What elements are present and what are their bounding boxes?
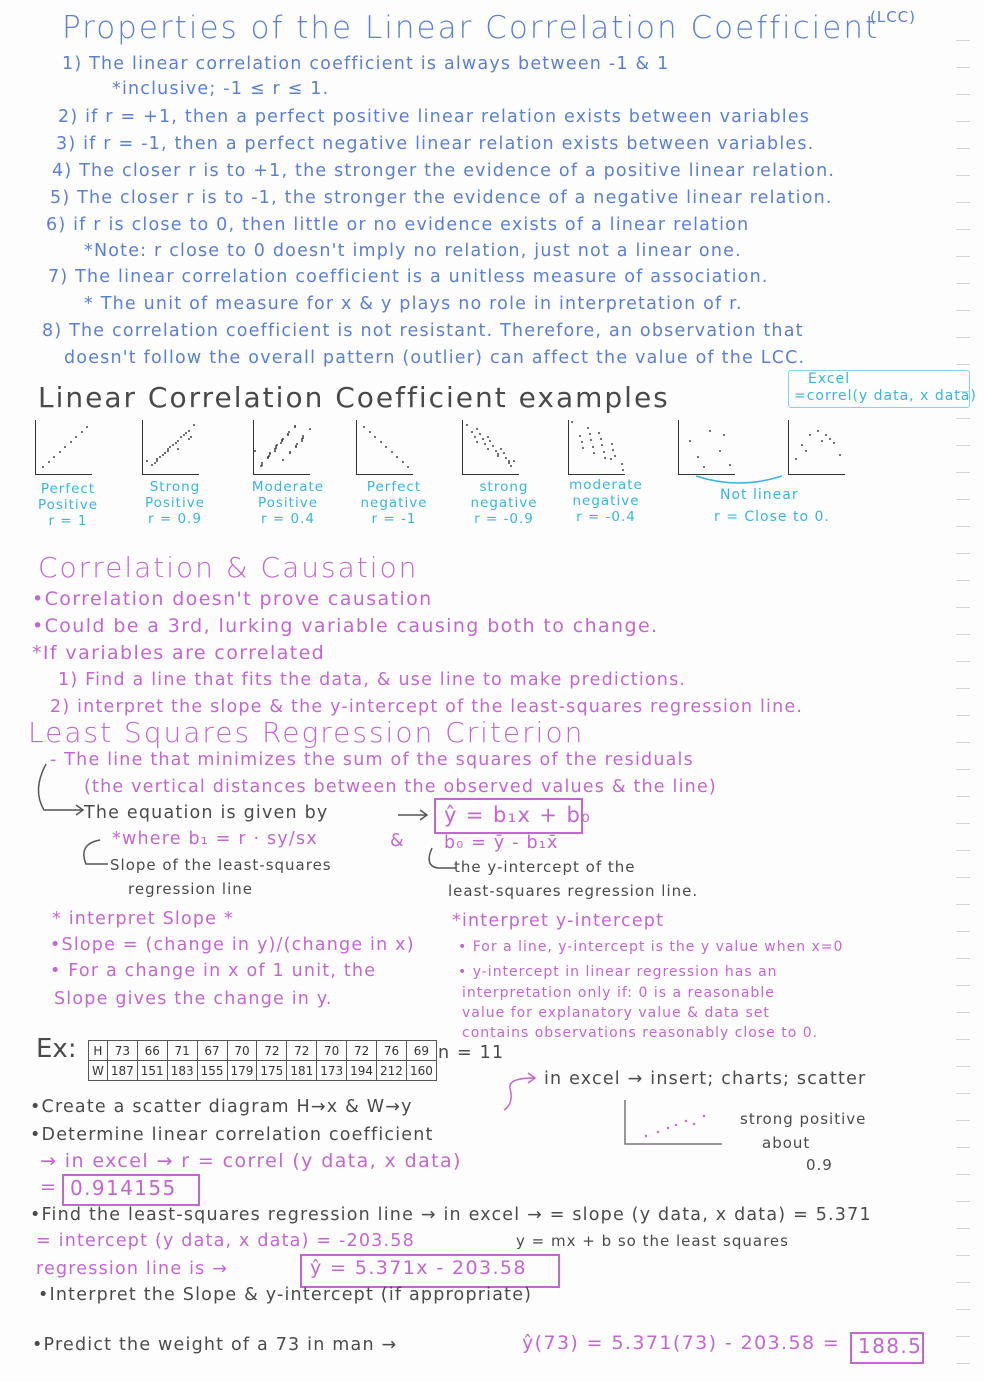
prediction-equation: ŷ(73) = 5.371(73) - 203.58 = xyxy=(522,1332,841,1354)
lsr-equation-arrow xyxy=(396,808,432,822)
interpret-intercept-2: • y-intercept in linear regression has an xyxy=(458,964,778,980)
step-equals: = xyxy=(40,1176,58,1198)
plot-dot xyxy=(294,426,296,428)
property-2: 2) if r = +1, then a perfect positive linear relation exists between variables xyxy=(58,107,811,127)
causation-heading: Correlation & Causation xyxy=(38,551,419,584)
plot-dot xyxy=(579,435,581,437)
ex-label: Ex: xyxy=(36,1034,77,1064)
plot-dot xyxy=(505,457,507,459)
step-predict: •Predict the weight of a 73 in man → xyxy=(32,1335,398,1355)
examples-heading: Linear Correlation Coefficient examples xyxy=(38,381,670,414)
step-find-line: •Find the least-squares regression line → in excel → = slope (y data, x data) = 5.371 xyxy=(30,1205,872,1225)
plot-dot xyxy=(487,448,489,450)
plot-dot xyxy=(476,428,478,430)
example-label-6: moderate xyxy=(569,477,643,493)
table-cell: 151 xyxy=(137,1061,167,1081)
table-row xyxy=(89,1061,437,1081)
margin-dash xyxy=(956,1255,970,1256)
plot-dot xyxy=(479,433,481,435)
table-cell: 173 xyxy=(317,1061,347,1081)
plot-dot xyxy=(146,460,148,462)
plot-dot xyxy=(396,456,398,458)
plot-dot xyxy=(363,426,365,428)
plot-dot xyxy=(151,464,153,466)
plot-perfect-negative xyxy=(356,420,413,475)
margin-dash xyxy=(956,1120,970,1121)
plot-dot xyxy=(833,442,835,444)
example-caption-3 xyxy=(238,480,338,528)
table-cell: 175 xyxy=(257,1061,287,1081)
step-scatter: •Create a scatter diagram H→x & W→y xyxy=(30,1097,413,1117)
plot-dot xyxy=(600,438,602,440)
table-cell: 66 xyxy=(137,1041,167,1061)
plot-dot xyxy=(175,442,177,444)
plot-dot xyxy=(829,438,831,440)
plot-dot xyxy=(489,440,491,442)
causation-line-5: 2) interpret the slope & the y-intercept of the least-squares regression line. xyxy=(50,697,804,717)
plot-dot xyxy=(611,443,613,445)
plot-dot xyxy=(497,455,499,457)
page-title: Properties of the Linear Correlation Coefficient xyxy=(62,10,880,46)
margin-dash xyxy=(956,445,970,446)
step-determine: •Determine linear correlation coefficient xyxy=(30,1125,434,1145)
margin-dash xyxy=(956,499,970,500)
plot-dot xyxy=(610,458,612,460)
example-label2-6: negative xyxy=(572,492,640,509)
margin-dash xyxy=(956,634,970,635)
margin-dash xyxy=(956,1363,970,1364)
causation-line-3: *If variables are correlated xyxy=(32,642,326,664)
example-value-5: r = -0.9 xyxy=(474,510,534,527)
interpret-slope-3: Slope gives the change in y. xyxy=(54,989,333,1009)
property-1-note: *inclusive; -1 ≤ r ≤ 1. xyxy=(112,79,330,99)
property-6: 6) if r is close to 0, then little or no evidence exists of a linear relation xyxy=(46,215,750,235)
margin-dash xyxy=(956,1309,970,1310)
example-label2-2: Positive xyxy=(144,494,206,511)
plot-dot xyxy=(482,438,484,440)
plot-dot xyxy=(492,445,494,447)
plot-dot xyxy=(581,441,583,443)
plot-dot xyxy=(503,452,505,454)
example-caption-5 xyxy=(456,480,552,528)
margin-dash xyxy=(956,310,970,311)
table-cell: 72 xyxy=(347,1041,377,1061)
not-linear-brace xyxy=(694,474,784,488)
table-cell: 160 xyxy=(406,1061,436,1081)
table-cell: 187 xyxy=(107,1061,137,1081)
margin-dash xyxy=(956,94,970,95)
margin-dash xyxy=(956,688,970,689)
example-value-2: r = 0.9 xyxy=(148,510,202,527)
plot-dot xyxy=(689,440,691,442)
margin-dash xyxy=(956,418,970,419)
margin-dash xyxy=(956,958,970,959)
table-cell: 70 xyxy=(317,1041,347,1061)
plot-dot xyxy=(582,447,584,449)
plot-dot xyxy=(48,461,50,463)
plot-dot xyxy=(59,451,61,453)
plot-dot xyxy=(839,454,841,456)
plot-perfect-positive xyxy=(35,420,92,475)
interpret-intercept-3: interpretation only if: 0 is a reasonable xyxy=(462,985,775,1001)
plot-dot xyxy=(614,455,616,457)
step-regression-line-label: regression line is → xyxy=(36,1259,229,1279)
example-caption-4 xyxy=(348,480,440,528)
plot-moderate-positive xyxy=(253,420,310,475)
plot-dot xyxy=(592,446,594,448)
plot-dot xyxy=(809,434,811,436)
causation-line-2: •Could be a 3rd, lurking variable causing both to change. xyxy=(32,615,659,637)
lsr-line-1: - The line that minimizes the sum of the squares of the residuals xyxy=(50,750,694,770)
table-cell: 69 xyxy=(406,1041,436,1061)
plot-dot xyxy=(282,459,284,461)
margin-dash xyxy=(956,1336,970,1337)
plot-dot xyxy=(471,431,473,433)
lsr-heading: Least Squares Regression Criterion xyxy=(28,716,585,749)
prediction-result: 188.5 xyxy=(858,1334,923,1358)
plot-dot xyxy=(709,430,711,432)
table-row-header: H xyxy=(89,1041,108,1061)
margin-dash xyxy=(956,850,970,851)
step-interpret: •Interpret the Slope & y-intercept (if appropriate) xyxy=(38,1285,533,1305)
intercept-note-2: least-squares regression line. xyxy=(448,882,699,900)
example-label-2: Strong xyxy=(149,479,201,495)
plot-dot xyxy=(188,430,190,432)
table-row-header: W xyxy=(89,1061,108,1081)
scatter-note-arrow xyxy=(500,1074,540,1114)
margin-dash xyxy=(956,67,970,68)
plot-dot xyxy=(603,451,605,453)
margin-dash xyxy=(956,1093,970,1094)
plot-dot xyxy=(162,454,164,456)
plot-dot xyxy=(601,444,603,446)
plot-dot xyxy=(697,456,699,458)
margin-dash xyxy=(956,742,970,743)
plot-dot xyxy=(159,456,161,458)
property-5: 5) The closer r is to -1, the stronger the evidence of a negative linear relation. xyxy=(50,188,833,208)
plot-dot xyxy=(621,463,623,465)
example-caption-1 xyxy=(28,482,108,530)
regression-line-result: ŷ = 5.371x - 203.58 xyxy=(310,1257,527,1279)
margin-dash xyxy=(956,715,970,716)
slope-note-1: Slope of the least-squares xyxy=(110,856,332,874)
table-cell: 183 xyxy=(167,1061,197,1081)
margin-dash xyxy=(956,1066,970,1067)
title-abbrev: (LCC) xyxy=(870,8,917,26)
plot-dot xyxy=(703,466,705,468)
plot-not-linear-1 xyxy=(678,420,735,475)
plot-dot xyxy=(589,433,591,435)
example-label2-4: negative xyxy=(360,494,428,511)
step-intercept: = intercept (y data, x data) = -203.58 xyxy=(36,1231,415,1251)
margin-dash xyxy=(956,526,970,527)
lsr-line-2: (the vertical distances between the observed values & the line) xyxy=(84,777,717,797)
scatter-note-excel: in excel → insert; charts; scatter xyxy=(544,1069,867,1089)
plot-dot xyxy=(369,431,371,433)
table-cell: 70 xyxy=(227,1041,257,1061)
slope-formula: *where b₁ = r · sy/sx xyxy=(112,829,318,849)
margin-dash xyxy=(956,661,970,662)
plot-dot xyxy=(805,450,807,452)
lsr-arrow xyxy=(30,760,90,822)
plot-dot xyxy=(385,446,387,448)
scatter-note-about: about xyxy=(762,1134,811,1152)
margin-dash xyxy=(956,769,970,770)
table-cell: 155 xyxy=(197,1061,227,1081)
plot-dot xyxy=(513,460,515,462)
table-cell: 194 xyxy=(347,1061,377,1081)
margin-dash xyxy=(956,364,970,365)
slope-note-2: regression line xyxy=(128,880,253,898)
example-value-6: r = -0.4 xyxy=(576,508,636,525)
plot-dot xyxy=(287,434,289,436)
margin-dash xyxy=(956,1201,970,1202)
margin-dash xyxy=(956,1174,970,1175)
example-label2-1: Positive xyxy=(37,496,99,513)
plot-dot xyxy=(188,438,190,440)
property-3: 3) if r = -1, then a perfect negative linear relation exists between variables. xyxy=(56,134,815,154)
plot-dot xyxy=(289,452,291,454)
margin-dash xyxy=(956,148,970,149)
plot-dot xyxy=(587,427,589,429)
plot-dot xyxy=(164,452,166,454)
plot-dot xyxy=(487,436,489,438)
plot-dot xyxy=(81,431,83,433)
interpret-slope-2: • For a change in x of 1 unit, the xyxy=(50,961,377,981)
margin-dash xyxy=(956,607,970,608)
lsr-equation-intro: The equation is given by xyxy=(84,803,329,823)
regression-equation: ŷ = b₁x + b₀ xyxy=(444,803,592,827)
plot-dot xyxy=(64,446,66,448)
plot-dot xyxy=(571,421,573,423)
plot-dot xyxy=(172,444,174,446)
plot-dot xyxy=(500,448,502,450)
plot-dot xyxy=(374,436,376,438)
plot-dot xyxy=(154,462,156,464)
interpret-intercept-heading: *interpret y-intercept xyxy=(452,911,665,931)
example-label-3: Moderate xyxy=(251,479,325,495)
interpret-intercept-5: contains observations reasonably close to 0. xyxy=(462,1025,819,1041)
plot-dot xyxy=(274,450,276,452)
table-cell: 67 xyxy=(197,1041,227,1061)
example-label-4: Perfect xyxy=(366,479,422,495)
plot-dot xyxy=(801,444,803,446)
property-8-cont: doesn't follow the overall pattern (outlier) can affect the value of the LCC. xyxy=(64,348,806,368)
plot-dot xyxy=(510,465,512,467)
plot-dot xyxy=(495,450,497,452)
plot-dot xyxy=(719,450,721,452)
margin-dash xyxy=(956,229,970,230)
plot-dot xyxy=(407,466,409,468)
intercept-formula: b₀ = ȳ - b₁x̄ xyxy=(444,833,559,853)
plot-dot xyxy=(75,436,77,438)
plot-dot xyxy=(190,436,192,438)
excel-note-formula: =correl(y data, x data) xyxy=(794,388,977,404)
margin-dash xyxy=(956,580,970,581)
table-cell: 72 xyxy=(257,1041,287,1061)
margin-dash xyxy=(956,40,970,41)
plot-dot xyxy=(590,439,592,441)
example-label-5: strong xyxy=(479,479,529,495)
plot-dot xyxy=(169,446,171,448)
margin-dash xyxy=(956,1147,970,1148)
plot-dot xyxy=(598,432,600,434)
plot-not-linear-2 xyxy=(788,420,845,475)
property-1: 1) The linear correlation coefficient is always between -1 & 1 xyxy=(62,54,670,74)
r-value: 0.914155 xyxy=(70,1176,177,1200)
plot-dot xyxy=(183,434,185,436)
margin-dash xyxy=(956,472,970,473)
slope-note-arrow xyxy=(76,838,112,872)
plot-dot xyxy=(177,440,179,442)
property-4: 4) The closer r is to +1, the stronger the evidence of a positive linear relation. xyxy=(52,161,836,181)
plot-dot xyxy=(484,443,486,445)
interpret-slope-heading: * interpret Slope * xyxy=(52,909,234,929)
plot-dot xyxy=(156,460,158,462)
plot-dot xyxy=(254,450,256,452)
plot-strong-positive xyxy=(142,420,199,475)
plot-dot xyxy=(474,436,476,438)
plot-dot xyxy=(53,456,55,458)
plot-dot xyxy=(466,424,468,426)
not-linear-label: Not linear xyxy=(720,487,799,503)
property-8: 8) The correlation coefficient is not resistant. Therefore, an observation that xyxy=(42,321,804,341)
table-row xyxy=(89,1041,437,1061)
plot-dot xyxy=(612,449,614,451)
plot-dot xyxy=(267,457,269,459)
margin-dash xyxy=(956,553,970,554)
margin-dash xyxy=(956,283,970,284)
plot-strong-negative xyxy=(462,420,519,475)
example-value-4: r = -1 xyxy=(371,510,417,527)
plot-dot xyxy=(476,441,478,443)
example-value-1: r = 1 xyxy=(48,512,88,529)
table-cell: 71 xyxy=(167,1041,197,1061)
formula-ampersand: & xyxy=(390,831,405,851)
plot-dot xyxy=(70,441,72,443)
not-linear-value: r = Close to 0. xyxy=(714,509,830,525)
margin-dash xyxy=(956,121,970,122)
step-slope-intercept-form: y = mx + b so the least squares xyxy=(516,1232,789,1250)
table-cell: 76 xyxy=(377,1041,407,1061)
margin-dash xyxy=(956,904,970,905)
margin-dash xyxy=(956,256,970,257)
margin-dash xyxy=(956,175,970,176)
plot-dot xyxy=(817,430,819,432)
plot-dot xyxy=(821,440,823,442)
intercept-note-1: the y-intercept of the xyxy=(454,858,636,876)
plot-dot xyxy=(604,457,606,459)
plot-dot xyxy=(185,432,187,434)
margin-dash xyxy=(956,823,970,824)
n-label: n = 11 xyxy=(438,1043,505,1063)
plot-dot xyxy=(301,440,303,442)
causation-line-4: 1) Find a line that fits the data, & use line to make predictions. xyxy=(58,670,687,690)
margin-dash xyxy=(956,1282,970,1283)
table-cell: 181 xyxy=(287,1061,317,1081)
plot-dot xyxy=(180,436,182,438)
plot-dot xyxy=(86,426,88,428)
margin-dash xyxy=(956,337,970,338)
plot-dot xyxy=(167,450,169,452)
margin-dash xyxy=(956,1228,970,1229)
example-table xyxy=(88,1040,437,1081)
property-7: 7) The linear correlation coefficient is a unitless measure of association. xyxy=(48,267,769,287)
interpret-intercept-1: • For a line, y-intercept is the y value when x=0 xyxy=(458,939,844,955)
plot-dot xyxy=(295,446,297,448)
example-caption-2 xyxy=(132,480,218,528)
plot-dot xyxy=(177,448,179,450)
plot-dot xyxy=(723,434,725,436)
table-cell: 73 xyxy=(107,1041,137,1061)
property-7-note: * The unit of measure for x & y plays no role in interpretation of r. xyxy=(84,294,743,314)
plot-dot xyxy=(42,466,44,468)
example-caption-6 xyxy=(558,478,654,526)
plot-moderate-negative xyxy=(568,420,625,475)
plot-dot xyxy=(380,441,382,443)
property-6-note: *Note: r close to 0 doesn't imply no relation, just not a linear one. xyxy=(84,241,742,261)
table-cell: 179 xyxy=(227,1061,257,1081)
plot-dot xyxy=(729,464,731,466)
causation-line-1: •Correlation doesn't prove causation xyxy=(32,588,433,610)
table-cell: 72 xyxy=(287,1041,317,1061)
plot-dot xyxy=(825,434,827,436)
interpret-intercept-4: value for explanatory value & data set xyxy=(462,1005,770,1021)
plot-dot xyxy=(622,469,624,471)
plot-dot xyxy=(795,458,797,460)
margin-dash xyxy=(956,1012,970,1013)
plot-dot xyxy=(280,442,282,444)
plot-dot xyxy=(593,452,595,454)
margin-dash xyxy=(956,985,970,986)
margin-dash xyxy=(956,796,970,797)
step-correl: → in excel → r = correl (y data, x data) xyxy=(40,1150,462,1172)
example-value-3: r = 0.4 xyxy=(261,510,315,527)
example-label2-5: negative xyxy=(470,494,538,511)
margin-dash xyxy=(956,1039,970,1040)
mini-scatter-plot xyxy=(624,1100,724,1146)
plot-dot xyxy=(309,428,311,430)
plot-dot xyxy=(402,461,404,463)
margin-dash xyxy=(956,931,970,932)
table-cell: 212 xyxy=(377,1061,407,1081)
example-label2-3: Positive xyxy=(257,494,319,511)
excel-note-label: Excel xyxy=(808,371,851,387)
plot-dot xyxy=(391,451,393,453)
scatter-note-strong: strong positive xyxy=(740,1110,867,1128)
margin-dash xyxy=(956,877,970,878)
scatter-note-value: 0.9 xyxy=(806,1156,833,1174)
plot-dot xyxy=(193,424,195,426)
plot-dot xyxy=(508,462,510,464)
example-label-1: Perfect xyxy=(40,481,96,497)
plot-dot xyxy=(260,465,262,467)
margin-dash xyxy=(956,202,970,203)
interpret-slope-1: •Slope = (change in y)/(change in x) xyxy=(50,935,415,955)
